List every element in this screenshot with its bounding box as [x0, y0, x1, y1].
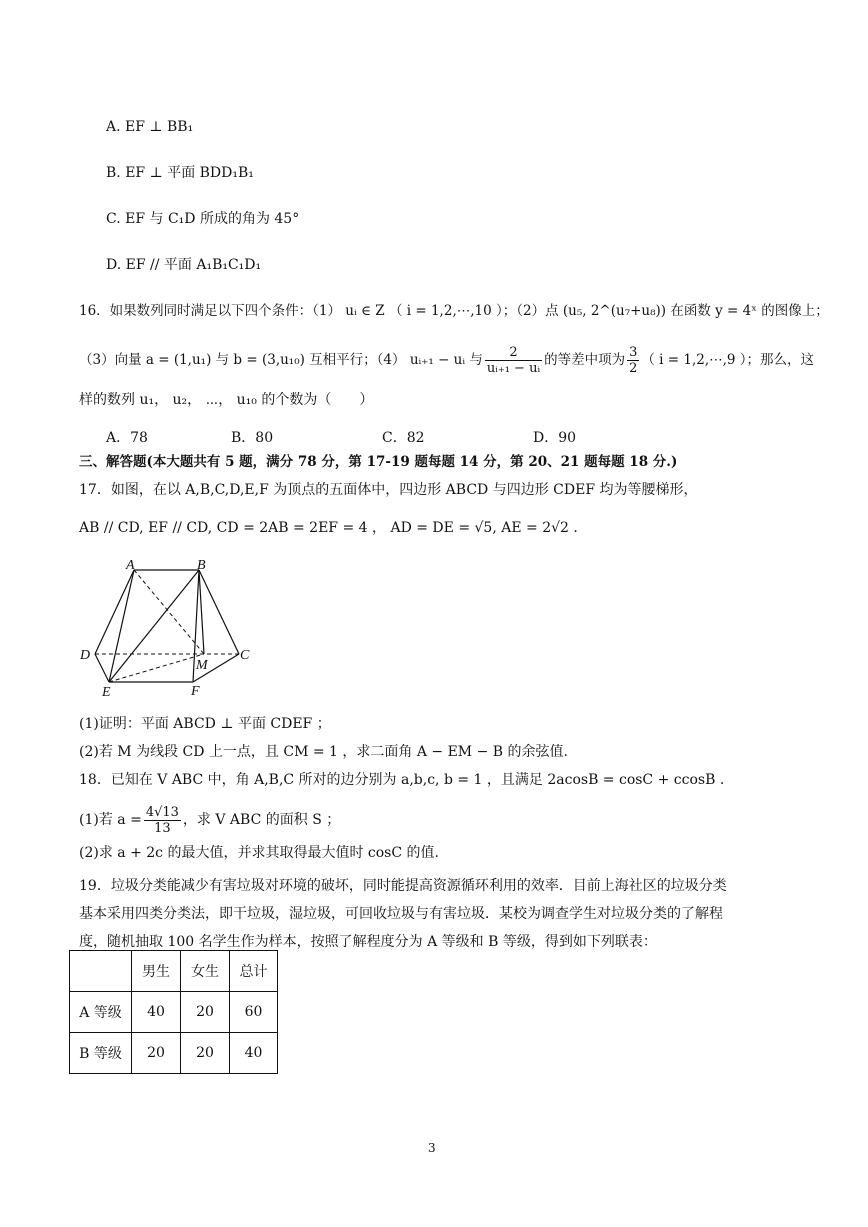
q18-part1-a: (1)若 a = [79, 812, 142, 828]
table-row [70, 992, 278, 1033]
table-header-cell: 女生 [181, 951, 230, 992]
q15-option-d: D. EF // 平面 A₁B₁C₁D₁ [106, 257, 262, 273]
pentahedron-figure [76, 555, 256, 700]
q17-line2: AB // CD, EF // CD, CD = 2AB = 2EF = 4 ， AD = DE = √5, AE = 2√2 . [79, 520, 578, 536]
q19-contingency-table [69, 950, 278, 1074]
q16-line2-a: （3）向量 a = (1,u₁) 与 b = (3,u₁₀) 互相平行；（4） uᵢ₊₁ − uᵢ 与 [79, 352, 483, 368]
table-header-cell [70, 951, 132, 992]
label-b: B [197, 558, 206, 573]
q18-part1-b: ，求 V ABC 的面积 S ； [182, 812, 341, 828]
q19-line2: 基本采用四类分类法，即干垃圾，湿垃圾，可回收垃圾与有害垃圾．某校为调查学生对垃圾分类的了解程 [79, 906, 723, 922]
table-row [70, 1033, 278, 1074]
q19-line1: 19．垃圾分类能减少有害垃圾对环境的破坏，同时能提高资源循环利用的效率．目前上海社区的垃圾分类 [79, 878, 727, 894]
q16-line1: 16．如果数列同时满足以下四个条件：（1） uᵢ ∈ Z （ i = 1,2,⋯,10 ）；（2）点 (u₅, 2^(u₇+u₈)) 在函数 y = 4ˣ 的图像上； [79, 303, 829, 319]
q15-option-c: C. EF 与 C₁D 所成的角为 45° [106, 211, 300, 227]
q16-fraction-2 [627, 345, 639, 376]
q16-line3: 样的数列 u₁， u₂， ⋯， u₁₀ 的个数为（ ） [79, 392, 374, 408]
table-header-cell: 男生 [132, 951, 181, 992]
q19-line3: 度，随机抽取 100 名学生作为样本，按照了解程度分为 A 等级和 B 等级，得到如下列联表： [79, 934, 657, 950]
q16-line2 [79, 343, 814, 377]
q18-fraction [144, 805, 181, 836]
q18-line1: 18．已知在 V ABC 中，角 A,B,C 所对的边分别为 a,b,c, b = 1 ，且满足 2acosB = cosC + ccosB . [79, 772, 725, 788]
q16-fraction-1 [485, 345, 542, 376]
figure-hidden-edges [95, 570, 239, 682]
q17-line1: 17．如图，在以 A,B,C,D,E,F 为顶点的五面体中，四边形 ABCD 与四边形 CDEF 均为等腰梯形， [79, 482, 698, 498]
q16-fraction-1-den: uᵢ₊₁ − uᵢ [486, 361, 541, 376]
label-e: E [102, 685, 111, 700]
q16-option-d: D．90 [533, 430, 577, 446]
q15-option-b: B. EF ⊥ 平面 BDD₁B₁ [106, 165, 254, 181]
table-cell: 40 [132, 992, 181, 1033]
q18-part1 [79, 800, 340, 840]
q18-fraction-den: 13 [154, 820, 171, 836]
table-cell: 20 [132, 1033, 181, 1074]
table-header-cell: 总计 [230, 951, 278, 992]
label-f: F [191, 684, 200, 699]
label-c: C [240, 648, 250, 663]
section-heading: 三、解答题(本大题共有 5 题，满分 78 分，第 17-19 题每题 14 分，第 20、21 题每题 18 分.) [79, 454, 678, 470]
label-a: A [126, 558, 135, 573]
q16-option-c: C．82 [382, 430, 425, 446]
q17-part1: (1)证明：平面 ABCD ⊥ 平面 CDEF ； [79, 716, 331, 732]
q18-fraction-num: 4√13 [145, 804, 179, 820]
figure-solid-edges [95, 570, 239, 682]
table-cell: B 等级 [70, 1033, 132, 1074]
q16-fraction-1-num: 2 [485, 345, 542, 361]
label-d: D [80, 648, 91, 663]
table-cell: 40 [230, 1033, 278, 1074]
label-m: M [196, 658, 208, 673]
q16-option-b: B．80 [231, 430, 274, 446]
q15-option-a: A. EF ⊥ BB₁ [106, 119, 194, 135]
q16-fraction-2-den: 2 [629, 361, 638, 376]
q16-line2-c: （ i = 1,2,⋯,9 ）；那么，这 [641, 352, 815, 368]
table-header-row [70, 951, 278, 992]
table-cell: A 等级 [70, 992, 132, 1033]
q17-part2: (2)若 M 为线段 CD 上一点，且 CM = 1 ，求二面角 A − EM − B 的余弦值. [79, 744, 568, 760]
q18-part2: (2)求 a + 2c 的最大值，并求其取得最大值时 cosC 的值. [79, 845, 439, 861]
q16-line2-b: 的等差中项为 [544, 352, 626, 368]
table-cell: 20 [181, 1033, 230, 1074]
table-cell: 20 [181, 992, 230, 1033]
page-number: 3 [428, 1141, 436, 1155]
q16-fraction-2-num: 3 [629, 345, 638, 360]
table-cell: 60 [230, 992, 278, 1033]
q16-option-a: A．78 [106, 430, 148, 446]
